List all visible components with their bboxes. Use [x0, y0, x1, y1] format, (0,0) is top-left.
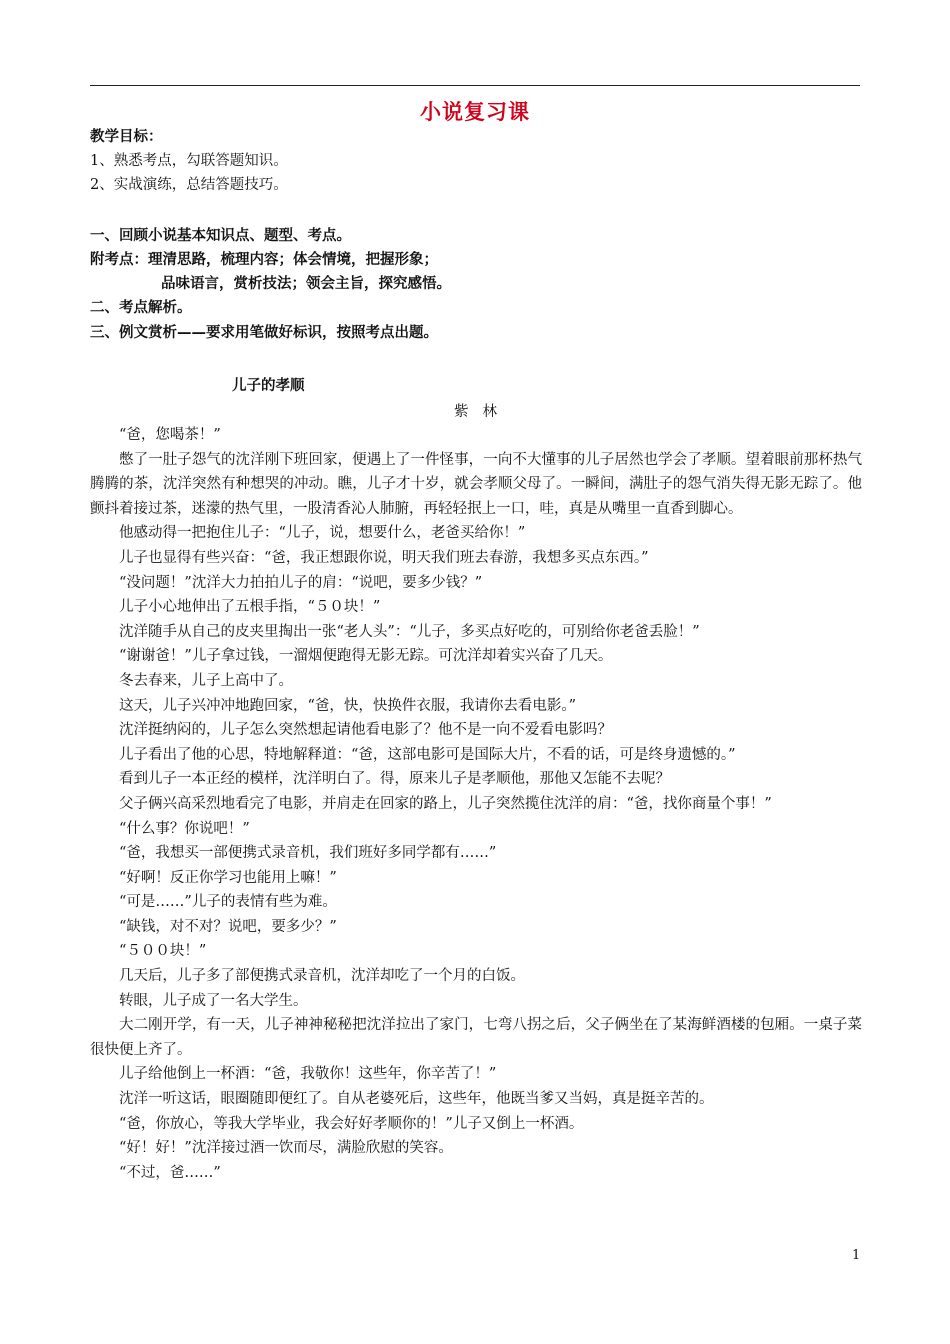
objective-item: 2、实战演练，总结答题技巧。: [90, 177, 288, 193]
story-paragraph: “什么事？你说吧！”: [119, 820, 250, 837]
story-author: 紫林: [454, 404, 511, 420]
story-paragraph: 儿子给他倒上一杯酒：“爸，我敬你！这些年，你辛苦了！”: [119, 1066, 497, 1083]
story-paragraph: 几天后，儿子多了部便携式录音机，沈洋却吃了一个月的白饭。: [119, 968, 525, 985]
story-paragraph: 转眼，儿子成了一名大学生。: [119, 992, 308, 1009]
exam-points-line-1: 附考点：理清思路，梳理内容；体会情境，把握形象；: [90, 252, 438, 268]
story-paragraph: 儿子也显得有些兴奋：“爸，我正想跟你说，明天我们班去春游，我想多买点东西。”: [119, 549, 649, 566]
story-paragraph: 这天，儿子兴冲冲地跑回家，“爸，快，快换件衣服，我请你去看电影。”: [119, 697, 577, 714]
story-paragraph: “５００块！”: [119, 943, 207, 960]
story-paragraph: “谢谢爸！”儿子拿过钱，一溜烟便跑得无影无踪。可沈洋却着实兴奋了几天。: [119, 648, 613, 665]
exam-points-line-2: 品味语言，赏析技法；领会主旨，探究感悟。: [161, 276, 451, 292]
story-paragraph: 大二刚开学，有一天，儿子神神秘秘把沈洋拉出了家门，七弯八拐之后，父子俩坐在了某海鲜酒楼的包厢。一桌子菜很快便上齐了。: [90, 1017, 862, 1058]
story-paragraph: “缺钱，对不对？说吧，要多少？”: [119, 918, 337, 935]
story-paragraph: 沈洋一听这话，眼圈随即便红了。自从老婆死后，这些年，他既当爹又当妈，真是挺辛苦的。: [119, 1091, 714, 1108]
story-paragraph: 憋了一肚子怨气的沈洋刚下班回家，便遇上了一件怪事，一向不大懂事的儿子居然也学会了孝顺。望着眼前那杯热气腾腾的茶，沈洋突然有种想哭的冲动。瞧，儿子才十岁，就会孝顺父母了。一瞬间，满肚子的怨气消失得无影无踪了。他颤抖着接过茶，迷濛的热气里，一股清香沁人肺腑，再轻轻抿上一口，哇，真是从嘴里一直香到脚心。: [90, 451, 862, 517]
story-paragraph: 沈洋随手从自己的皮夹里掏出一张“老人头”：“儿子，多买点好吃的，可别给你老爸丢脸！”: [119, 623, 700, 640]
story-paragraph: “好啊！反正你学习也能用上嘛！”: [119, 869, 337, 886]
story-paragraph: 沈洋挺纳闷的，儿子怎么突然想起请他看电影了？他不是一向不爱看电影吗？: [119, 722, 612, 739]
story-paragraph: 儿子看出了他的心思，特地解释道：“爸，这部电影可是国际大片，不看的话，可是终身遗憾的。”: [119, 746, 736, 763]
story-body: [90, 423, 862, 1185]
story-title: 儿子的孝顺: [232, 378, 305, 394]
story-paragraph: 看到儿子一本正经的模样，沈洋明白了。得，原来儿子是孝顺他，那他又怎能不去呢？: [119, 771, 670, 788]
story-paragraph: “不过，爸……”: [119, 1164, 221, 1181]
section-heading-2: 二、考点解析。: [90, 300, 192, 316]
story-paragraph: “可是……”儿子的表情有些为难。: [119, 894, 337, 911]
story-paragraph: “好！好！”沈洋接过酒一饮而尽，满脸欣慰的笑容。: [119, 1140, 453, 1157]
objective-item: 1、熟悉考点，勾联答题知识。: [90, 153, 288, 169]
story-paragraph: 儿子小心地伸出了五根手指，“５０块！”: [119, 599, 381, 616]
document-title: 小说复习课: [420, 100, 530, 124]
story-paragraph: 他感动得一把抱住儿子：“儿子，说，想要什么，老爸买给你！”: [119, 525, 526, 542]
story-paragraph: “爸，我想买一部便携式录音机，我们班好多同学都有……”: [119, 845, 497, 862]
story-paragraph: 父子俩兴高采烈地看完了电影，并肩走在回家的路上，儿子突然揽住沈洋的肩：“爸，找你商量个事！”: [119, 795, 772, 812]
story-paragraph: “爸，你放心，等我大学毕业，我会好好孝顺你的！”儿子又倒上一杯酒。: [119, 1115, 584, 1132]
objectives-heading: 教学目标：: [90, 129, 163, 145]
story-paragraph: “爸，您喝茶！”: [119, 427, 221, 443]
section-heading-1: 一、回顾小说基本知识点、题型、考点。: [90, 228, 351, 244]
story-paragraph: 冬去春来，儿子上高中了。: [119, 672, 293, 689]
page-number: 1: [852, 1248, 861, 1263]
section-heading-3: 三、例文赏析——要求用笔做好标识，按照考点出题。: [90, 325, 438, 341]
story-paragraph: “没问题！”沈洋大力拍拍儿子的肩：“说吧，要多少钱？”: [119, 574, 483, 591]
header-rule: [90, 85, 860, 86]
